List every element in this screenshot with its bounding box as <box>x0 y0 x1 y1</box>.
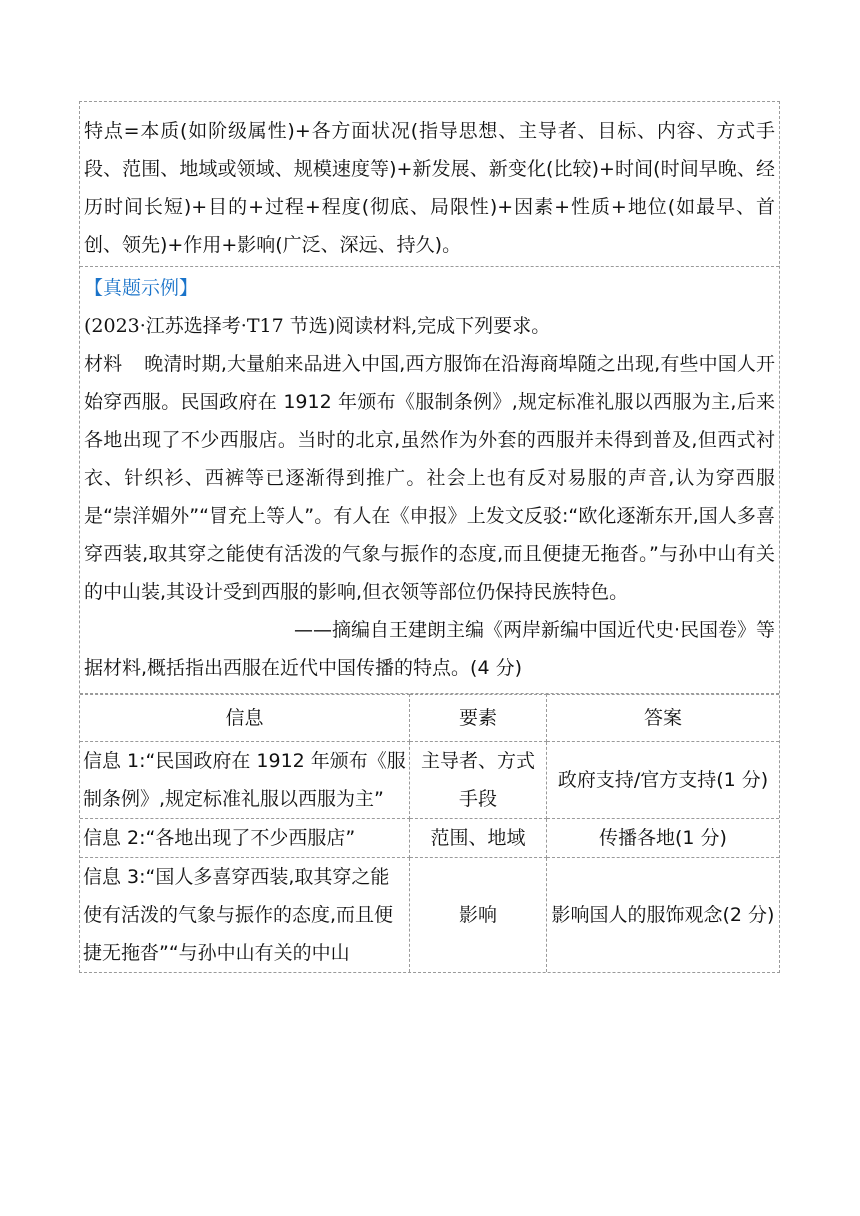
content-frame <box>79 101 780 973</box>
question-source: (2023·江苏选择考·T17 节选)阅读材料,完成下列要求。 <box>84 315 551 337</box>
table-row <box>80 819 779 858</box>
analysis-table <box>80 694 779 972</box>
row-element: 范围、地域 <box>410 819 547 858</box>
material-text: 晚清时期,大量舶来品进入中国,西方服饰在沿海商埠随之出现,有些中国人开始穿西服。民国政府在 1912 年颁布《服制条例》,规定标准礼服以西服为主,后来各地出现了不少西服店。当时的北京,虽然作为外套的西服并未得到普及,但西式衬衣、针织衫、西裤等已逐渐得到推广。社会上也有反对易服的声音,认为穿西服是“崇洋媚外”“冒充上等人”。有人在《申报》上发文反驳:“欧化逐渐东开,国人多喜穿西装,取其穿之能使有活泼的气象与振作的态度,而且便捷无拖沓。”与孙中山有关的中山装,其设计受到西服的影响,但衣领等部位仍保持民族特色。 <box>84 353 775 603</box>
row-element: 主导者、方式手段 <box>410 742 547 819</box>
row-info: 信息 3:“国人多喜穿西装,取其穿之能使有活泼的气象与振作的态度,而且便捷无拖沓”“与孙中山有关的中山 <box>80 858 410 973</box>
row-answer: 传播各地(1 分) <box>547 819 780 858</box>
row-answer: 政府支持/官方支持(1 分) <box>547 742 780 819</box>
material-paragraph <box>84 345 775 611</box>
row-answer: 影响国人的服饰观念(2 分) <box>547 858 780 973</box>
example-section <box>80 266 779 693</box>
table-row <box>80 858 779 973</box>
intro-paragraph: 特点=本质(如阶级属性)+各方面状况(指导思想、主导者、目标、内容、方式手段、范围、地域或领域、规模速度等)+新发展、新变化(比较)+时间(时间早晚、经历时间长短)+目的+过程+程度(彻底、局限性)+因素+性质+地位(如最早、首创、领先)+作用+影响(广泛、深远、持久)。 <box>84 120 775 256</box>
table-header-row <box>80 695 779 742</box>
row-info: 信息 2:“各地出现了不少西服店” <box>80 819 410 858</box>
header-element: 要素 <box>410 695 547 742</box>
question-text: 据材料,概括指出西服在近代中国传播的特点。(4 分) <box>84 657 522 679</box>
header-info: 信息 <box>80 695 410 742</box>
row-element: 影响 <box>410 858 547 973</box>
row-info: 信息 1:“民国政府在 1912 年颁布《服制条例》,规定标准礼服以西服为主” <box>80 742 410 819</box>
material-credit: ——摘编自王建朗主编《两岸新编中国近代史·民国卷》等 <box>293 619 775 641</box>
header-answer: 答案 <box>547 695 780 742</box>
example-heading: 【真题示例】 <box>84 277 199 299</box>
material-label: 材料 <box>84 353 123 375</box>
analysis-table-wrap <box>80 693 779 972</box>
table-row <box>80 742 779 819</box>
